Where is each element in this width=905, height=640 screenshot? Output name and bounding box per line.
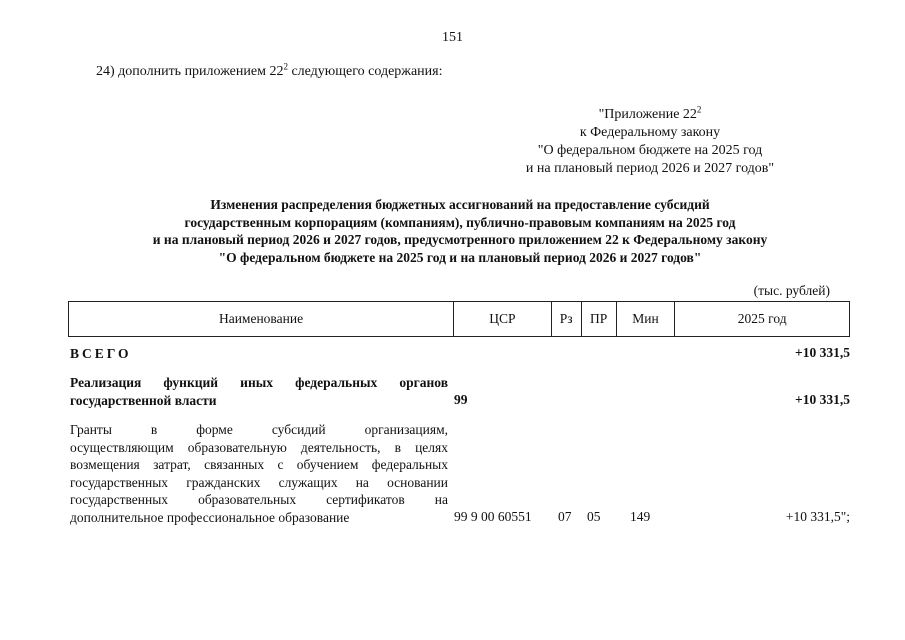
header-min: Мин (617, 302, 676, 336)
appendix-header (500, 106, 800, 178)
row-name (70, 421, 448, 526)
title-line-3: и на плановый период 2026 и 2027 годов, предусмотренного приложением 22 к Федеральному закону (152, 232, 768, 247)
document-title (70, 196, 850, 266)
row-name-line: осуществляющим образовательную деятельность, в целях (70, 439, 448, 455)
row-name-line: Реализация функций иных федеральных органов (70, 375, 448, 390)
row-csr: 99 9 00 60551 (454, 508, 532, 524)
row-name-line: государственных гражданских служащих на основании (70, 474, 448, 490)
table-row (70, 421, 850, 527)
row-name-line: дополнительное профессиональное образование (70, 509, 350, 525)
row-name-line: возмещения затрат, связанных с обучением федеральных (70, 457, 448, 472)
row-name-line: государственных образовательных сертификатов на (70, 492, 448, 507)
intro-superscript: 2 (283, 61, 288, 72)
row-name-line: Гранты в форме субсидий организациям, (70, 422, 448, 437)
row-pr: 05 (587, 508, 601, 524)
appendix-superscript: 2 (696, 104, 702, 115)
header-name: Наименование (69, 302, 454, 336)
intro-text (96, 61, 443, 80)
row-min: 149 (630, 508, 651, 524)
header-rz: Рз (552, 302, 582, 336)
title-line-2: государственным корпорациям (компаниям), публично-правовым компаниям на 2025 год (184, 214, 736, 230)
row-name-line: государственной власти (70, 392, 217, 408)
table-row (70, 374, 850, 410)
title-line-1: Изменения распределения бюджетных ассигнований на предоставление субсидий (210, 197, 710, 212)
row-name (70, 374, 448, 409)
row-amount: +10 331,5 (795, 345, 850, 360)
header-csr: ЦСР (454, 302, 552, 336)
title-line-4: "О федеральном бюджете на 2025 год и на плановый период 2026 и 2027 годов" (218, 249, 702, 265)
appendix-line-2: к Федеральному закону (579, 125, 721, 140)
intro-text-after: следующего содержания: (287, 64, 443, 79)
appendix-line-1 (500, 106, 800, 124)
appendix-line-3: "О федеральном бюджете на 2025 год (537, 143, 763, 158)
row-name: ВСЕГО (70, 346, 132, 361)
row-amount: +10 331,5"; (785, 508, 850, 524)
appendix-line-4: и на плановый период 2026 и 2027 годов" (525, 161, 775, 176)
header-pr: ПР (582, 302, 617, 336)
row-amount: +10 331,5 (795, 391, 850, 407)
row-rz: 07 (558, 508, 572, 524)
intro-text-before: 24) дополнить приложением 22 (96, 64, 284, 79)
table-header (68, 301, 850, 337)
units-label: (тыс. рублей) (753, 283, 830, 298)
appendix-label: "Приложение 22 (598, 107, 697, 122)
header-year: 2025 год (737, 311, 787, 326)
page-number: 151 (442, 30, 463, 45)
row-csr: 99 (454, 391, 468, 407)
table-row-total (70, 345, 850, 365)
